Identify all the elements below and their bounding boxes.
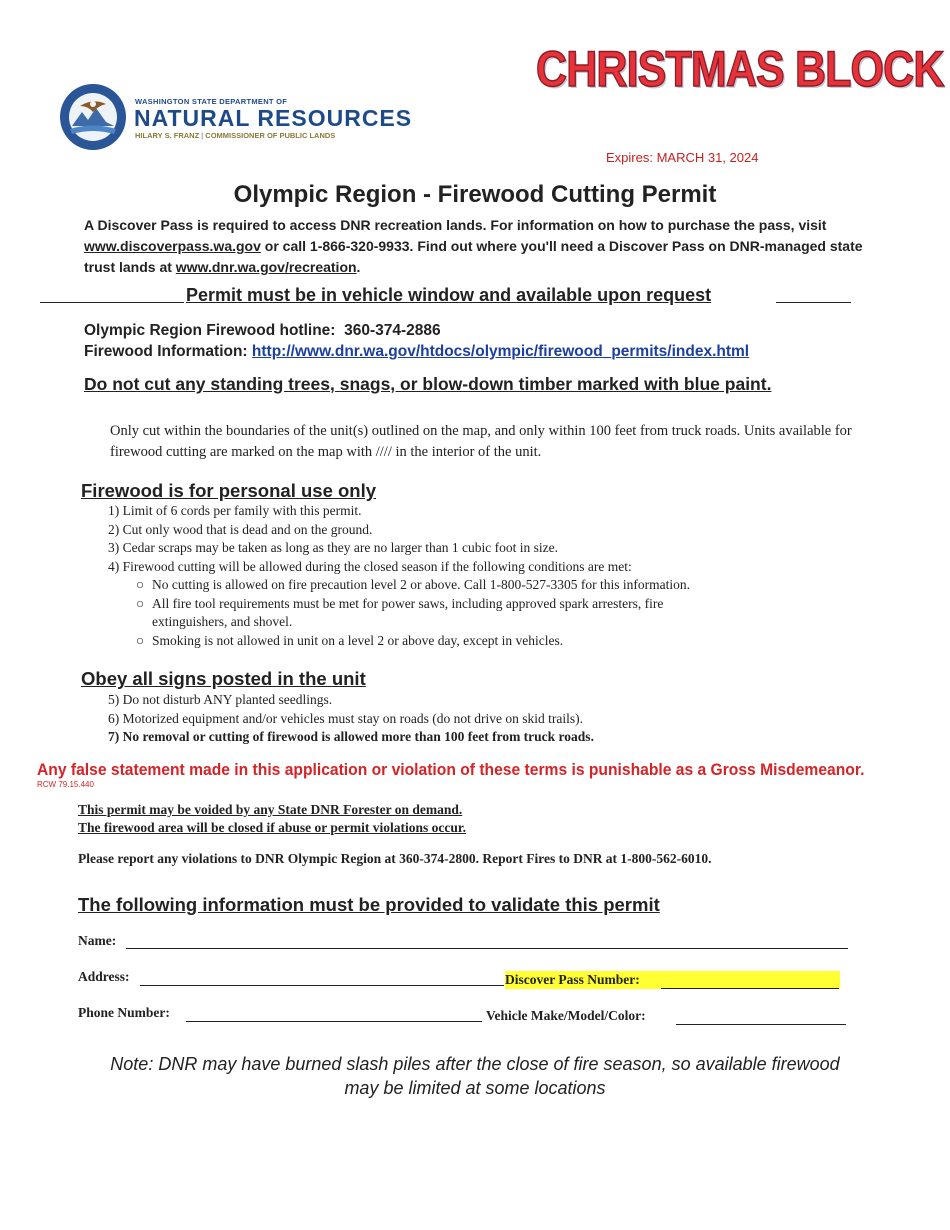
note-line-1: Note: DNR may have burned slash piles after the close of fire season, so available firewood [110, 1054, 840, 1074]
phone-field[interactable] [186, 1021, 482, 1022]
agency-name: NATURAL RESOURCES [134, 105, 413, 131]
intro-text-3: . [356, 259, 361, 275]
condition-item: Smoking is not allowed in unit on a level 2 or above day, except in vehicles. [152, 632, 564, 648]
validation-heading: The following information must be provided to validate this permit [78, 894, 660, 915]
closure-line: The firewood area will be closed if abuse or permit violations occur. [78, 820, 466, 835]
report-violations: Please report any violations to DNR Olympic Region at 360-374-2800. Report Fires to DNR at 1-800-562-6010. [78, 851, 712, 866]
address-label: Address: [78, 969, 130, 984]
vehicle-label: Vehicle Make/Model/Color: [486, 1008, 646, 1023]
vehicle-window-notice: Permit must be in vehicle window and available upon request [186, 285, 712, 305]
personal-use-heading: Firewood is for personal use only [81, 480, 377, 501]
false-statement-warning: Any false statement made in this application or violation of these terms is punishable as a Gross Misdemeanor. [37, 760, 865, 779]
condition-item: All fire tool requirements must be met for power saws, including approved spark arresters, fire [152, 595, 664, 611]
list-item: 7) No removal or cutting of firewood is allowed more than 100 feet from truck roads. [108, 729, 594, 744]
vehicle-field[interactable] [676, 1024, 846, 1025]
list-item: 4) Firewood cutting will be allowed during the closed season if the following conditions are met: [108, 558, 632, 574]
rcw-citation: RCW 79.15.440 [37, 780, 94, 789]
signs-heading: Obey all signs posted in the unit [81, 668, 366, 689]
list-item: 5) Do not disturb ANY planted seedlings. [108, 692, 333, 707]
conditions-list [108, 576, 690, 650]
personal-use-list [108, 502, 690, 650]
name-label: Name: [78, 933, 117, 948]
signs-list [108, 691, 594, 747]
discover-pass-underline [661, 988, 839, 989]
void-notice [78, 801, 466, 837]
discover-pass-link[interactable]: www.discoverpass.wa.gov [84, 238, 261, 254]
discover-pass-intro [84, 215, 884, 278]
boundary-paragraph: Only cut within the boundaries of the unit(s) outlined on the map, and only within 100 feet from truck roads. Units available for firewood cutting are marked on the map with //// in the interior of the unit. [110, 423, 852, 460]
note-line-2: may be limited at some locations [344, 1078, 606, 1098]
hotline-block [84, 320, 749, 362]
list-item: 2) Cut only wood that is dead and on the ground. [108, 521, 373, 537]
blue-paint-warning: Do not cut any standing trees, snags, or blow-down timber marked with blue paint. [84, 374, 772, 394]
discover-pass-number-field[interactable] [505, 971, 840, 989]
name-field[interactable] [126, 948, 848, 949]
dnr-recreation-link[interactable]: www.dnr.wa.gov/recreation [175, 259, 357, 275]
list-item: 1) Limit of 6 cords per family with this permit. [108, 503, 362, 518]
expiration-date: Expires: MARCH 31, 2024 [606, 150, 759, 165]
void-line: This permit may be voided by any State DNR Forester on demand. [78, 802, 463, 817]
phone-label: Phone Number: [78, 1005, 170, 1020]
firewood-info-label: Firewood Information: [84, 343, 248, 360]
address-field[interactable] [140, 985, 504, 986]
hotline-label: Olympic Region Firewood hotline: [84, 322, 336, 339]
intro-text-1: A Discover Pass is required to access DNR recreation lands. For information on how to purchase the pass, visit [84, 217, 827, 233]
list-item: 6) Motorized equipment and/or vehicles must stay on roads (do not drive on skid trails). [108, 710, 584, 726]
divider-right [776, 302, 851, 303]
bullet-icon: ○ [136, 632, 145, 648]
commissioner-line: HILARY S. FRANZ | COMMISSIONER OF PUBLIC LANDS [135, 131, 336, 140]
commissioner-name: HILARY S. FRANZ [135, 131, 200, 140]
discover-pass-label: Discover Pass Number: [505, 972, 640, 987]
list-item: 3) Cedar scraps may be taken as long as they are no larger than 1 cubic foot in size. [108, 540, 558, 555]
christmas-block-stamp: CHRISTMAS BLOCK [536, 41, 944, 97]
page-title: Olympic Region - Firewood Cutting Permit [233, 181, 717, 208]
bullet-icon: ○ [136, 577, 145, 592]
condition-item: No cutting is allowed on fire precaution level 2 or above. Call 1-800-527-3305 for this information. [152, 577, 690, 592]
commissioner-title: COMMISSIONER OF PUBLIC LANDS [205, 131, 336, 140]
firewood-info-link[interactable]: http://www.dnr.wa.gov/htdocs/olympic/firewood_permits/index.html [251, 343, 750, 360]
agency-line-1: WASHINGTON STATE DEPARTMENT OF [135, 97, 288, 106]
slash-pile-note [0, 1052, 950, 1100]
divider-left [40, 302, 184, 303]
dnr-seal-logo [58, 82, 128, 152]
condition-item-continued: extinguishers, and shovel. [152, 614, 293, 629]
hotline-phone: 360-374-2886 [344, 322, 441, 339]
bullet-icon: ○ [136, 595, 145, 611]
intro-text-2: or call 1-866-320-9933. Find out where you'll need a Discover Pass on DNR-managed state trust lands at [84, 238, 863, 275]
